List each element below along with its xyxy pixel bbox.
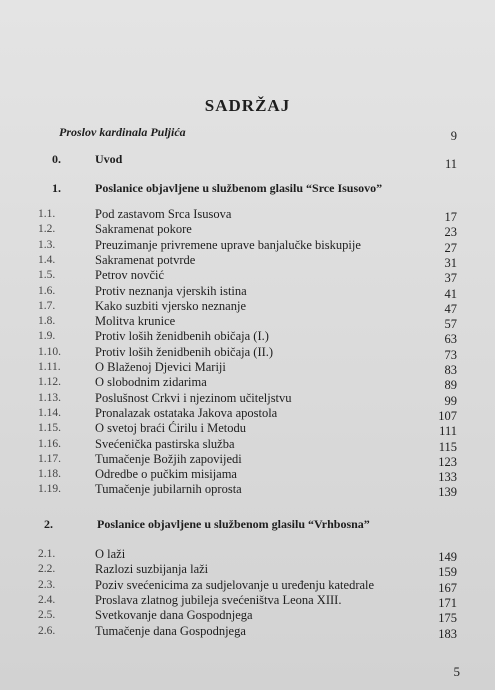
toc-section-number: 2. xyxy=(44,517,53,531)
page-title: SADRŽAJ xyxy=(204,96,291,115)
toc-entry-number: 1.1. xyxy=(38,208,56,220)
toc-entry-label: Poslušnost Crkvi i njezinom učiteljstvu xyxy=(95,390,292,405)
toc-entry-label: O laži xyxy=(95,547,126,561)
toc-entry-number: 1.6. xyxy=(38,284,56,297)
toc-entry-label: Molitva krunice xyxy=(95,314,176,329)
toc-entry xyxy=(0,238,495,253)
toc-entry-label: Proslava zlatnog jubileja svećeništva Leona XIII. xyxy=(95,592,342,607)
toc-entry-number: 1.10. xyxy=(38,345,61,358)
toc-entry-number: 1.9. xyxy=(38,330,56,343)
toc-entry-label: Tumačenje Božjih zapovijedi xyxy=(95,451,242,466)
toc-entry-label: Protiv loših ženidbenih običaja (II.) xyxy=(95,344,274,359)
toc-section-title: Poslanice objavljene u službenom glasilu “Srce Isusovo” xyxy=(95,181,383,195)
toc-entry-page: 31 xyxy=(444,255,457,270)
toc-entry-page: 167 xyxy=(438,580,457,595)
toc-entry-number: 1.3. xyxy=(38,238,56,251)
toc-entry-number: 1.2. xyxy=(38,223,56,236)
toc-entry-page: 83 xyxy=(444,363,457,377)
toc-entry-page: 123 xyxy=(438,454,457,469)
toc-entry xyxy=(0,421,495,439)
toc-entry-number: 1.11. xyxy=(38,361,61,373)
toc-entry-number: 1.16. xyxy=(38,437,61,450)
toc-entry-label: Protiv neznanja vjerskih istina xyxy=(95,283,247,298)
toc-entry-page: 11 xyxy=(444,157,457,171)
toc-entry-page: 183 xyxy=(438,626,457,641)
toc-entry-page: 133 xyxy=(438,470,457,485)
toc-entry-number: 2.6. xyxy=(38,624,56,637)
toc-entry-label: Razlozi suzbijanja laži xyxy=(95,562,209,577)
toc-entry-page: 175 xyxy=(438,611,457,626)
toc-entry-number: 1.15. xyxy=(38,422,61,435)
toc-entry-prologue xyxy=(0,125,495,143)
toc-entry-page: 115 xyxy=(438,439,457,454)
toc-entry xyxy=(0,299,495,314)
toc-entry xyxy=(0,360,495,375)
toc-entry xyxy=(0,437,495,452)
toc-entry-label: O slobodnim zidarima xyxy=(95,375,207,390)
toc-entry-page: 47 xyxy=(444,301,457,316)
toc-entry-number: 1.19. xyxy=(38,483,61,496)
toc-entry-number: 1.5. xyxy=(38,269,56,282)
toc-entry-label: Uvod xyxy=(95,152,123,166)
toc-entry-page: 89 xyxy=(444,378,457,393)
toc-entry xyxy=(0,253,495,268)
toc-entry xyxy=(0,467,495,485)
toc-entry xyxy=(0,624,495,639)
toc-entry-page: 57 xyxy=(444,317,457,332)
toc-entry-label: Kako suzbiti vjersko neznanje xyxy=(95,298,246,313)
toc-entry xyxy=(0,482,495,500)
toc-entry-label: Tumačenje dana Gospodnjega xyxy=(95,623,246,638)
toc-entry xyxy=(0,268,495,286)
toc-entry-page: 27 xyxy=(444,240,457,255)
page-number: 5 xyxy=(453,664,460,679)
toc-entry xyxy=(0,284,495,299)
toc-entry xyxy=(0,391,495,406)
toc-entry-label: O svetoj braći Ćirilu i Metodu xyxy=(95,421,247,436)
toc-entry-number: 1.7. xyxy=(38,299,56,312)
toc-entry-page: 17 xyxy=(444,210,457,224)
toc-entry xyxy=(0,562,495,580)
toc-entry xyxy=(0,329,495,347)
toc-entry-page: 37 xyxy=(444,271,457,286)
toc-entry-label: Sakramenat potvrde xyxy=(95,252,196,267)
toc-entry-label: Svećenička pastirska služba xyxy=(95,436,235,451)
toc-entry-label: Preuzimanje privremene uprave banjalučke biskupije xyxy=(95,237,361,252)
toc-section-number: 1. xyxy=(52,181,61,195)
toc-section-title: Poslanice objavljene u službenom glasilu “Vrhbosna” xyxy=(97,517,370,531)
toc-entry-page: 159 xyxy=(438,565,457,580)
toc-entry-number: 2.2. xyxy=(38,563,56,576)
toc-entry xyxy=(0,608,495,626)
toc-entry-page: 139 xyxy=(438,485,457,500)
toc-entry-number: 2.1. xyxy=(38,548,56,560)
toc-entry-label: Poziv svećenicima za sudjelovanje u uređenju katedrale xyxy=(95,577,375,592)
toc-entry-label: Pronalazak ostataka Jakova apostola xyxy=(95,405,278,420)
toc-entry-page: 99 xyxy=(444,393,457,408)
toc-entry-page: 149 xyxy=(438,550,457,564)
toc-entry-page: 63 xyxy=(444,332,457,347)
toc-entry-label: Tumačenje jubilarnih oprosta xyxy=(95,482,242,497)
toc-entry-page: 23 xyxy=(444,225,457,240)
toc-entry xyxy=(0,452,495,467)
toc-entry xyxy=(0,578,495,593)
toc-entry-label: O Blaženoj Djevici Mariji xyxy=(95,360,226,374)
toc-entry xyxy=(0,345,495,360)
toc-entry-label: Svetkovanje dana Gospodnjega xyxy=(95,608,253,623)
toc-entry-number: 1.18. xyxy=(38,468,61,481)
toc-entry xyxy=(0,406,495,421)
toc-entry-page: 171 xyxy=(438,595,457,610)
toc-entry xyxy=(0,222,495,240)
toc-entry-label: Odredbe o pučkim misijama xyxy=(95,467,237,482)
toc-entry xyxy=(0,375,495,393)
toc-entry xyxy=(0,547,495,562)
toc-entry-page: 111 xyxy=(439,424,457,439)
toc-section-1-heading xyxy=(0,181,495,196)
toc-entry-number: 1.17. xyxy=(38,452,61,465)
toc-entry-page: 9 xyxy=(450,129,457,143)
toc-entry-number: 1.14. xyxy=(38,406,61,419)
toc-entry-number: 1.12. xyxy=(38,376,61,389)
toc-entry-number: 2.5. xyxy=(38,609,56,622)
toc-entry-label: Proslov kardinala Puljića xyxy=(59,125,186,139)
toc-entry-number: 1.4. xyxy=(38,253,56,266)
toc-entry-number: 0. xyxy=(52,152,61,166)
toc-entry-number: 1.8. xyxy=(38,315,56,328)
toc-entry-page: 41 xyxy=(444,286,457,301)
toc-entry-label: Protiv loših ženidbenih običaja (I.) xyxy=(95,329,269,344)
toc-section-2-heading xyxy=(0,517,495,532)
toc-entry-intro xyxy=(0,152,495,171)
toc-entry xyxy=(0,207,495,222)
toc-entry-label: Pod zastavom Srca Isusova xyxy=(95,207,232,221)
toc-entry-label: Sakramenat pokore xyxy=(95,222,192,237)
toc-entry-page: 107 xyxy=(438,408,457,423)
toc-entry-number: 2.4. xyxy=(38,593,56,606)
toc-entry-number: 1.13. xyxy=(38,391,61,404)
toc-entry xyxy=(0,593,495,608)
toc-entry-label: Petrov novčić xyxy=(95,268,165,283)
toc-entry-number: 2.3. xyxy=(38,578,56,591)
toc-entry xyxy=(0,314,495,332)
toc-entry-page: 73 xyxy=(444,347,457,362)
